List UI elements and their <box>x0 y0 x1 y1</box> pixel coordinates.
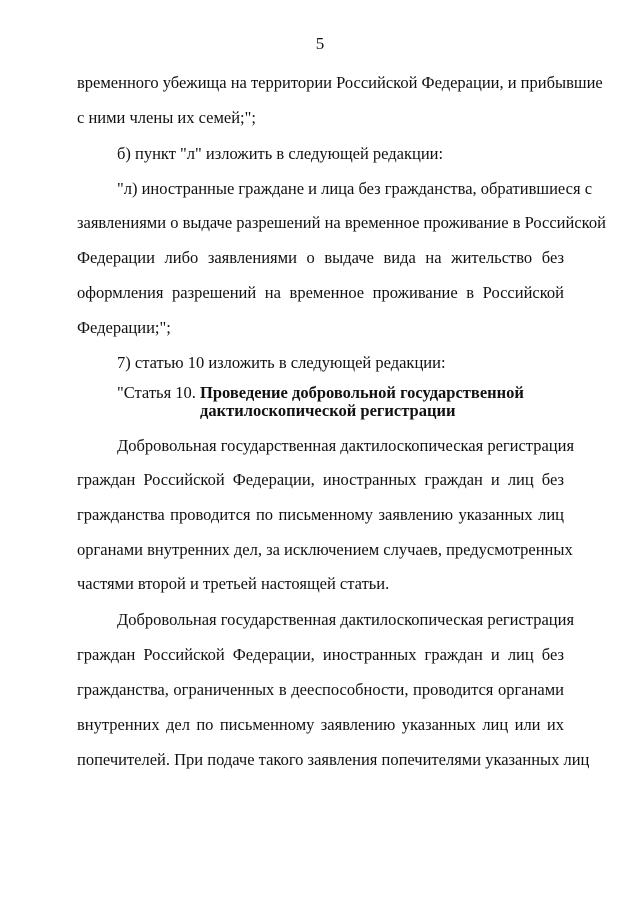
text-line: Добровольная государственная дактилоскопическая регистрация <box>117 610 575 629</box>
text-line: Федерации либо заявлениями о выдаче вида на жительство без <box>77 248 564 267</box>
text-line: б) пункт "л" изложить в следующей редакции: <box>117 144 444 163</box>
text-line: Добровольная государственная дактилоскопическая регистрация <box>117 436 575 455</box>
text-line: гражданства, ограниченных в дееспособности, проводится органами <box>77 680 564 699</box>
text-line: оформления разрешений на временное проживание в Российской <box>77 283 564 302</box>
page-number: 5 <box>315 34 325 53</box>
text-line: органами внутренних дел, за исключением случаев, предусмотренных <box>77 540 573 559</box>
text-line: Федерации;"; <box>77 318 171 337</box>
text-line: внутренних дел по письменному заявлению указанных лиц или их <box>77 715 564 734</box>
text-line: заявлениями о выдаче разрешений на временное проживание в Российской <box>77 213 606 232</box>
text-line: граждан Российской Федерации, иностранных граждан и лиц без <box>77 470 564 489</box>
article-title-line: дактилоскопической регистрации <box>200 401 456 420</box>
article-title-line: Проведение добровольной государственной <box>200 383 524 402</box>
text-line: временного убежища на территории Российской Федерации, и прибывшие <box>77 73 603 92</box>
text-line: с ними члены их семей;"; <box>77 108 256 127</box>
text-line: "л) иностранные граждане и лица без гражданства, обратившиеся с <box>117 179 593 198</box>
text-line: попечителей. При подаче такого заявления попечителями указанных лиц <box>77 750 590 769</box>
text-line: частями второй и третьей настоящей статьи. <box>77 574 390 593</box>
text-line: граждан Российской Федерации, иностранных граждан и лиц без <box>77 645 564 664</box>
article-label: "Статья 10. <box>117 383 196 402</box>
text-line: гражданства проводится по письменному заявлению указанных лиц <box>77 505 564 524</box>
text-line: 7) статью 10 изложить в следующей редакции: <box>117 353 446 372</box>
